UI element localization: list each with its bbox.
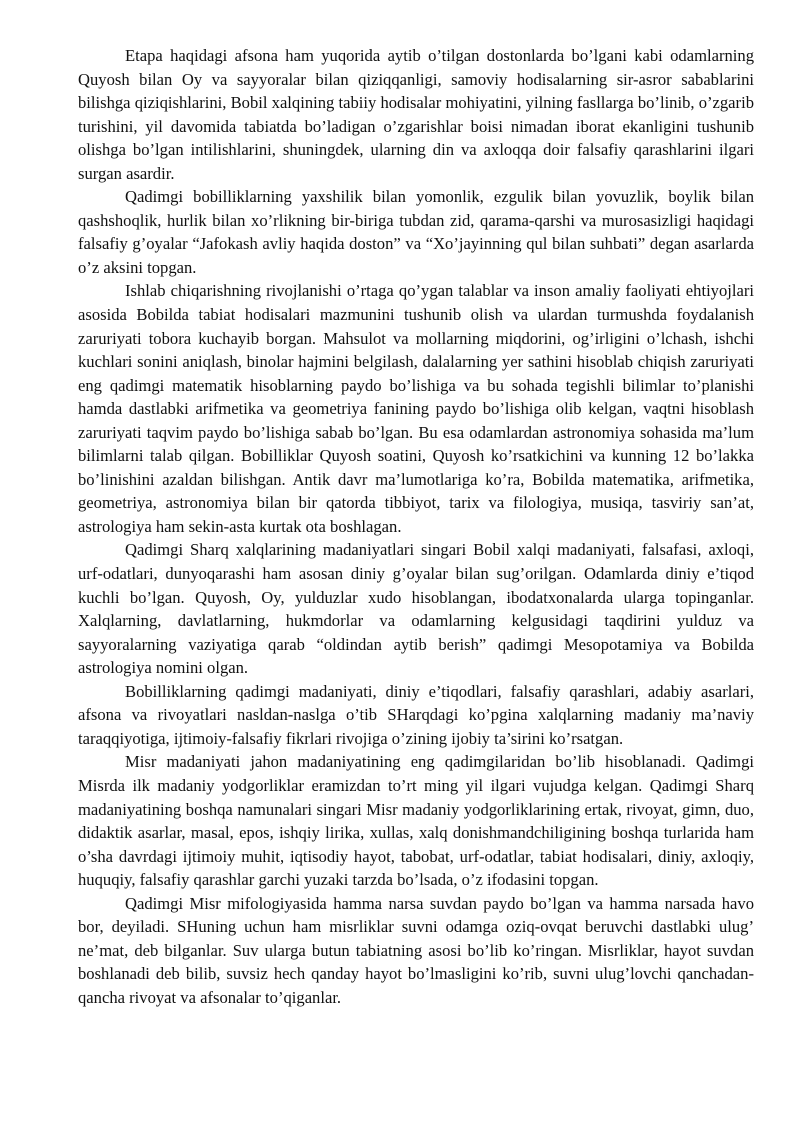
paragraph-etana-legend: Etapa haqidagi afsona ham yuqorida aytib o’tilgan dostonlarda bo’lgani kabi odamlarning Quyosh bilan Oy va sayyoralar bilan qiziqqanligi, samoviy hodisalarning sir-asror sabablarini bilishga qiziqishlarini, Bobil xalqining tabiiy hodisalar mohiyatini, yilning fasllarga bo’linib, o’zgarib turishini, yil davomida tabiatda bo’ladigan o’zgarishlar boisi nimadan iborat ekanligini tushunib olishga bo’lgan intilishlarini, shuningdek, ularning din va axloqqa doir falsafiy qarashlarini ilgari surgan asardir. — [78, 46, 754, 183]
paragraph-babylonian-philosophy: Qadimgi bobilliklarning yaxshilik bilan yomonlik, ezgulik bilan yovuzlik, boylik bilan qashshoqlik, hurlik bilan xo’rlikning bir-biriga tubdan zid, qarama-qarshi va murosasizligi haqidagi falsafiy g’oyalar “Jafokash avliy haqida doston” va “Xo’jayinning qul bilan suhbati” degan asarlarda o’z aksini topgan. — [78, 187, 754, 277]
paragraph-egyptian-mythology: Qadimgi Misr mifologiyasida hamma narsa suvdan paydo bo’lgan va hamma narsada havo bor, deyiladi. SHuning uchun ham misrliklar suvni odamga oziq-ovqat beruvchi dastlabki ulug’ ne’mat, deb bilganlar. Suv ularga butun tabiatning asosi bo’lib ko’ringan. Misrliklar, hayot suvdan boshlanadi deb bilib, suvsiz hech qanday hayot bo’lmasligini ko’rib, suvni ulug’lovchi qanchadan-qancha rivoyat va afsonalar to’qiganlar. — [78, 893, 754, 1007]
paragraph-babylonian-religion: Qadimgi Sharq xalqlarining madaniyatlari singari Bobil xalqi madaniyati, falsafasi, axloqi, urf-odatlari, dunyoqarashi ham asosan diniy g’oyalar bilan sug’orilgan. Odamlarda diniy e’tiqod kuchli bo’lgan. Quyosh, Oy, yulduzlar xudo hisoblangan, ibodatxonalarda ularga topinganlar. Xalqlarning, davlatlarning, hukmdorlar va odamlarning kelgusidagi taqdirini yulduz va sayyoralarning vaziyatiga qarab “oldindan aytib berish” qadimgi Mesopotamiya va Bobilda astrologiya nomini olgan. — [78, 540, 754, 678]
paragraph-babylonian-science: Ishlab chiqarishning rivojlanishi o’rtaga qo’ygan talablar va inson amaliy faoliyati ehtiyojlari asosida Bobilda tabiat hodisalari mazmunini tushunib olish va ulardan turmushda foydalanish zaruriyati tobora kuchayib borgan. Mahsulot va mollarning miqdorini, og’irligini o’lchash, ishchi kuchlari sonini aniqlash, binolar hajmini belgilash, dalalarning yer sathini hisoblab chiqish zaruriyati eng qadimgi matematik hisoblarning paydo bo’lishiga va bu sohada tegishli bilimlar to’planishi hamda dastlabki arifmetika va geometriya fanining paydo bo’lishiga olib kelgan, vaqtni hisoblash zaruriyati taqvim paydo bo’lishiga sabab bo’lgan. Bu esa odamlardan astronomiya sohasida ma’lum bilimlarni talab qilgan. Bobilliklar Quyosh soatini, Quyosh ko’rsatkichini va kunning 12 bo’lakka bo’linishini azaldan bilishgan. Antik davr ma’lumotlariga ko’ra, Bobilda matematika, arifmetika, geometriya, astronomiya bilan bir qatorda tibbiyot, tarix va filologiya, musiqa, tasviriy san’at, astrologiya ham sekin-asta kurtak ota boshlagan. — [78, 281, 754, 536]
document-page — [78, 44, 754, 1009]
paragraph-babylonian-legacy: Bobilliklarning qadimgi madaniyati, diniy e’tiqodlari, falsafiy qarashlari, adabiy asarlari, afsona va rivoyatlari nasldan-naslga o’tib SHarqdagi ko’pgina xalqlarning madaniy ma’naviy taraqqiyotiga, ijtimoiy-falsafiy fikrlari rivojiga o’zining ijobiy ta’sirini ko’rsatgan. — [78, 681, 754, 748]
paragraph-egyptian-culture: Misr madaniyati jahon madaniyatining eng qadimgilaridan bo’lib hisoblanadi. Qadimgi Misrda ilk madaniy yodgorliklar eramizdan to’rt ming yil ilgari vujudga kelgan. Qadimgi Sharq madaniyatining boshqa namunalari singari Misr madaniy yodgorliklarining ertak, rivoyat, gimn, duo, didaktik asarlar, masal, epos, ishqiy lirika, xullas, xalq donishmandchiligining boshqa turlarida ham o’sha davrdagi ijtimoiy muhit, iqtisodiy hayot, tabobat, urf-odatlar, tabiat hodisalari, diniy, axloqiy, huquqiy, falsafiy qarashlar garchi yuzaki tarzda bo’lsada, o’z ifodasini topgan. — [78, 752, 754, 890]
